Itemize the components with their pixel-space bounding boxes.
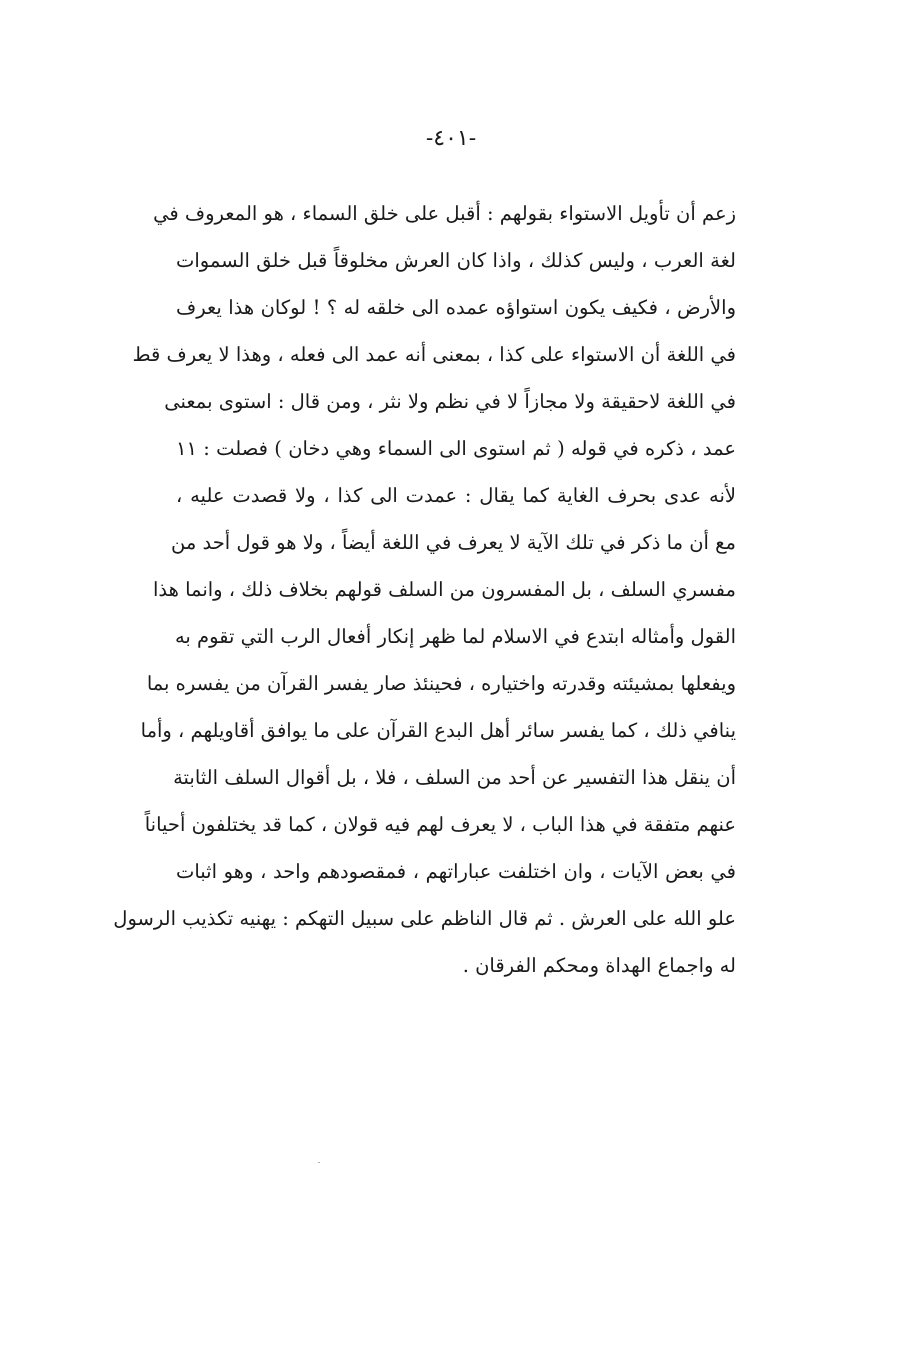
text-line: عمد ، ذكره في قوله ( ثم استوى الى السماء وهي دخان ) فصلت : ١١ bbox=[176, 437, 736, 460]
text-line: والأرض ، فكيف يكون استواؤه عمده الى خلقه له ؟ ! لوكان هذا يعرف bbox=[176, 296, 736, 319]
text-line: لغة العرب ، وليس كذلك ، واذا كان العرش مخلوقاً قبل خلق السموات bbox=[176, 249, 736, 272]
text-line: زعم أن تأويل الاستواء بقولهم : أقبل على خلق السماء ، هو المعروف في bbox=[153, 202, 736, 225]
text-line: لأنه عدى بحرف الغاية كما يقال : عمدت الى كذا ، ولا قصدت عليه ، bbox=[176, 484, 736, 507]
scan-speck bbox=[318, 1162, 320, 1163]
text-line: في اللغة أن الاستواء على كذا ، بمعنى أنه عمد الى فعله ، وهذا لا يعرف قط bbox=[132, 343, 736, 366]
text-line: أن ينقل هذا التفسير عن أحد من السلف ، فلا ، بل أقوال السلف الثابتة bbox=[173, 766, 736, 789]
text-line: ينافي ذلك ، كما يفسر سائر أهل البدع القرآن على ما يوافق أقاويلهم ، وأما bbox=[140, 719, 736, 742]
text-line: في اللغة لاحقيقة ولا مجازاً لا في نظم ولا نثر ، ومن قال : استوى بمعنى bbox=[164, 390, 736, 413]
text-line: عنهم متفقة في هذا الباب ، لا يعرف لهم فيه قولان ، كما قد يختلفون أحياناً bbox=[144, 813, 736, 836]
text-line-last: له واجماع الهداة ومحكم الفرقان . bbox=[462, 954, 736, 977]
text-line: في بعض الآيات ، وان اختلفت عباراتهم ، فمقصودهم واحد ، وهو اثبات bbox=[176, 860, 736, 883]
text-line: مع أن ما ذكر في تلك الآية لا يعرف في اللغة أيضاً ، ولا هو قول أحد من bbox=[171, 531, 736, 554]
text-line: القول وأمثاله ابتدع في الاسلام لما ظهر إنكار أفعال الرب التي تقوم به bbox=[174, 625, 736, 648]
body-text bbox=[113, 190, 736, 989]
page-number: -٤٠١- bbox=[425, 126, 477, 151]
text-line: علو الله على العرش . ثم قال الناظم على سبيل التهكم : يهنيه تكذيب الرسول bbox=[113, 907, 736, 930]
text-line: مفسري السلف ، بل المفسرون من السلف قولهم بخلاف ذلك ، وانما هذا bbox=[152, 578, 736, 601]
text-line: ويفعلها بمشيئته وقدرته واختياره ، فحينئذ صار يفسر القرآن من يفسره بما bbox=[146, 672, 736, 695]
